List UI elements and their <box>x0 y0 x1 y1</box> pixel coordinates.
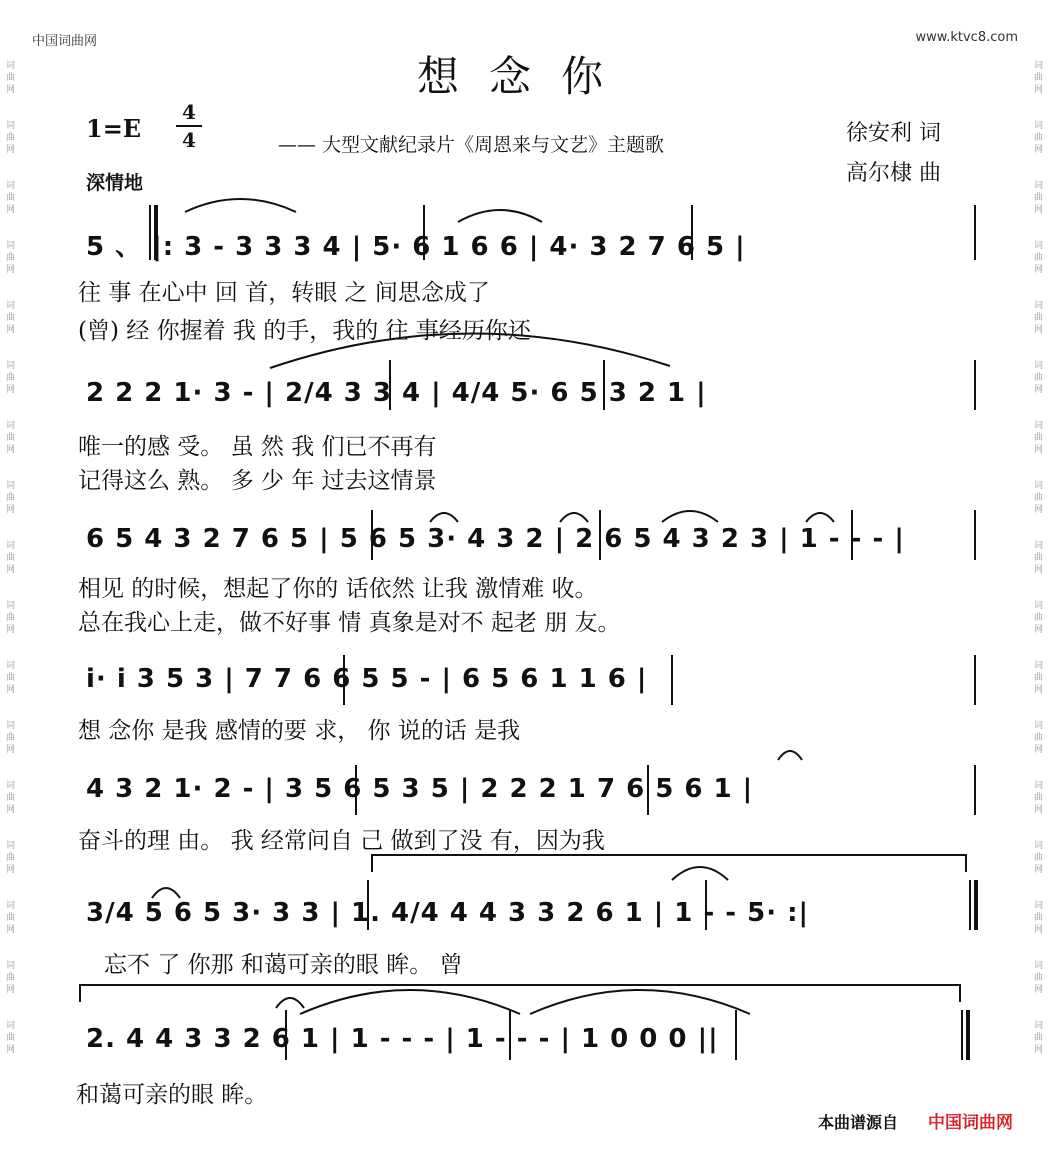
lyrics-system-1-verse-2: (曾) 经 你握着 我 的手，我的 往 事经历你还 <box>78 318 531 344</box>
song-title: 想念你 <box>416 52 633 101</box>
lyrics-system-1-verse-1: 往 事 在心中 回 首，转眼 之 间思念成了 <box>78 280 490 306</box>
key-signature: 1=E <box>86 114 142 143</box>
lyrics-system-7: 和蔼可亲的眼 眸。 <box>76 1082 268 1108</box>
source-label: 本曲谱源自 <box>818 1113 899 1132</box>
lyrics-system-2-verse-2: 记得这么 熟。 多 少 年 过去这情景 <box>78 468 437 494</box>
notes-system-6: 3/4 5 6 5 3· 3 3 | 1. 4/4 4 4 3 3 2 6 1 | 1 - - 5· :| <box>86 898 810 928</box>
notes-system-7: 2. 4 4 3 3 2 6 1 | 1 - - - | 1 - - - | 1 0 0 0 || <box>86 1024 719 1054</box>
notes-system-4: i· i 3 5 3 | 7 7 6 6 5 5 - | 6 5 6 1 1 6 | <box>86 664 648 694</box>
site-name-top: 中国词曲网 <box>32 34 98 49</box>
tempo-marking: 深情地 <box>86 172 144 194</box>
lyricist: 徐安利 词 <box>846 121 941 146</box>
lyrics-system-6: 忘不 了 你那 和蔼可亲的眼 眸。 曾 <box>104 952 463 978</box>
site-url[interactable]: www.ktvc8.com <box>915 30 1018 45</box>
notes-system-5: 4 3 2 1· 2 - | 3 5 6 5 3 5 | 2 2 2 1 7 6 5 6 1 | <box>86 774 754 804</box>
source-site-link[interactable]: 中国词曲网 <box>928 1113 1013 1133</box>
lyrics-system-3-verse-1: 相见 的时候，想起了你的 话依然 让我 激情难 收。 <box>78 576 598 602</box>
lyrics-system-3-verse-2: 总在我心上走，做不好事 情 真象是对不 起老 朋 友。 <box>78 610 621 636</box>
notes-system-2: 2 2 2 1· 3 - | 2/4 3 3 4 | 4/4 5· 6 5 3 2 1 | <box>86 378 707 408</box>
lyrics-system-4: 想 念你 是我 感情的要 求， 你 说的话 是我 <box>78 718 521 744</box>
notes-system-1: 5 、 |: 3 - 3 3 3 4 | 5· 6 1 6 6 | 4· 3 2 7 6 5 | <box>86 232 746 262</box>
left-watermark: 词 曲 网 词 曲 网 词 曲 网 词 曲 网 词 曲 网 词 曲 网 词 曲 网 词 曲 网 词 曲 网 词 曲 网 词 曲 网 词 曲 网 词 曲 网 词 曲 网 词 曲 网 词 曲 网 词 曲 网 <box>6 61 16 1055</box>
lyrics-system-2-verse-1: 唯一的感 受。 虽 然 我 们已不再有 <box>78 434 437 460</box>
composer: 高尔棣 曲 <box>846 161 941 186</box>
lyrics-system-5: 奋斗的理 由。 我 经常问自 己 做到了没 有，因为我 <box>78 828 605 854</box>
notes-system-3: 6 5 4 3 2 7 6 5 | 5 6 5 3· 4 3 2 | 2 6 5 4 3 2 3 | 1 - - - | <box>86 524 905 554</box>
right-watermark: 词 曲 网 词 曲 网 词 曲 网 词 曲 网 词 曲 网 词 曲 网 词 曲 网 词 曲 网 词 曲 网 词 曲 网 词 曲 网 词 曲 网 词 曲 网 词 曲 网 词 曲 网 词 曲 网 词 曲 网 <box>1034 61 1044 1055</box>
subtitle: —— 大型文献纪录片《周恩来与文艺》主题歌 <box>278 134 665 156</box>
time-signature: 4 4 <box>176 100 202 152</box>
